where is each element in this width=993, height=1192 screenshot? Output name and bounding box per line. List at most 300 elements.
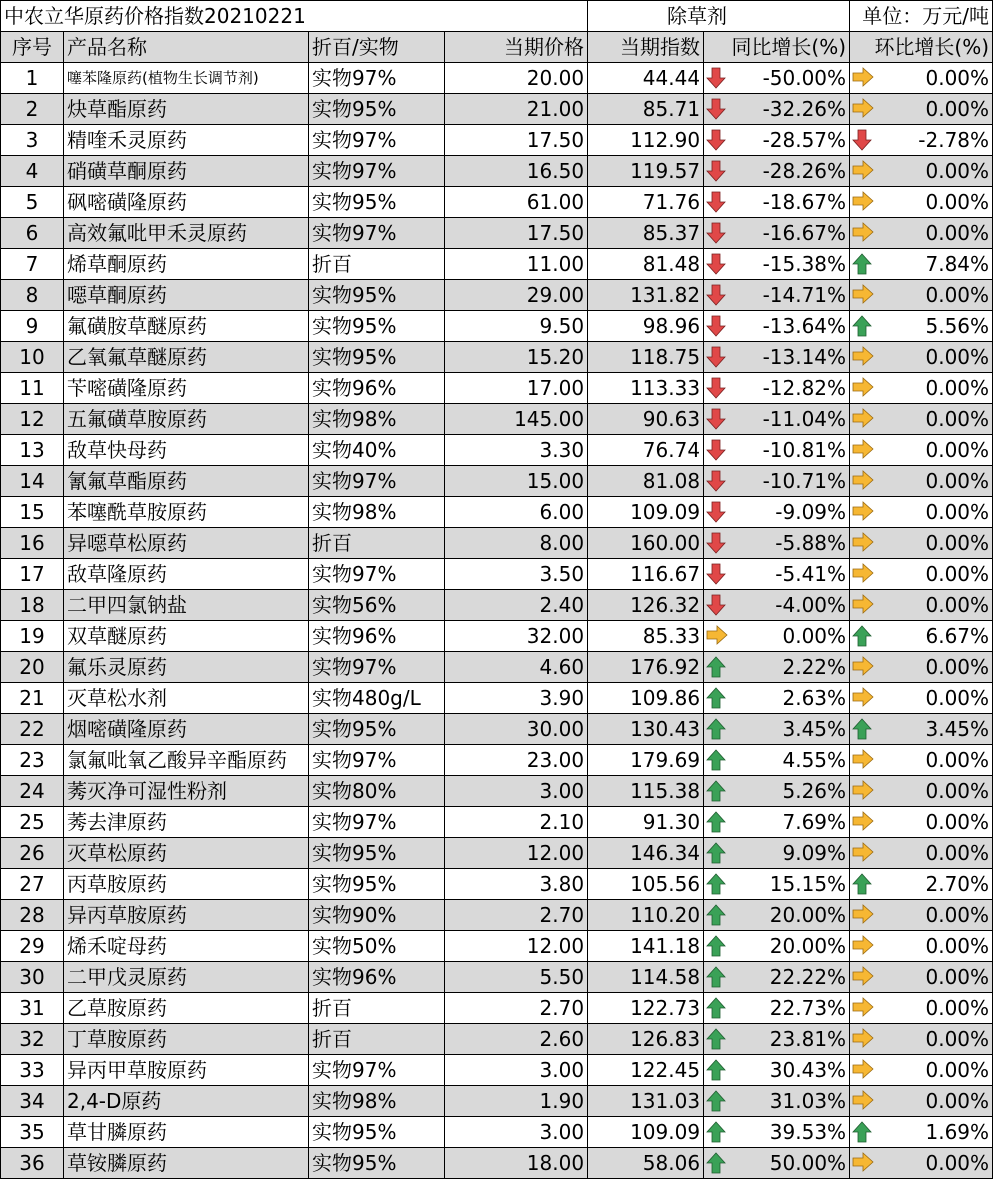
- cell-no: 3: [1, 125, 64, 156]
- cell-index: 131.03: [588, 1086, 704, 1117]
- cell-no: 16: [1, 528, 64, 559]
- cell-product-name: 氟磺胺草醚原药: [64, 311, 309, 342]
- cell-index: 114.58: [588, 962, 704, 993]
- cell-product-name: 五氟磺草胺原药: [64, 404, 309, 435]
- yoy-value: -16.67%: [762, 221, 847, 245]
- cell-price: 16.50: [445, 156, 588, 187]
- right-arrow-icon: [852, 346, 872, 368]
- cell-yoy: [704, 218, 850, 249]
- cell-yoy: [704, 404, 850, 435]
- cell-no: 36: [1, 1148, 64, 1179]
- cell-index: 113.33: [588, 373, 704, 404]
- cell-price: 2.60: [445, 1024, 588, 1055]
- right-arrow-icon: [852, 935, 872, 957]
- cell-yoy: [704, 683, 850, 714]
- up-arrow-icon: [706, 1152, 726, 1174]
- cell-index: 109.09: [588, 497, 704, 528]
- mom-value: 0.00%: [925, 903, 990, 927]
- table-row: [1, 342, 993, 373]
- header-spec: 折百/实物: [309, 32, 445, 63]
- cell-spec: 实物90%: [309, 900, 445, 931]
- cell-yoy: [704, 745, 850, 776]
- mom-value: 0.00%: [925, 190, 990, 214]
- cell-price: 18.00: [445, 1148, 588, 1179]
- yoy-value: -14.71%: [762, 283, 847, 307]
- table-row: [1, 435, 993, 466]
- cell-index: 141.18: [588, 931, 704, 962]
- up-arrow-icon: [706, 873, 726, 895]
- mom-value: 0.00%: [925, 748, 990, 772]
- cell-no: 25: [1, 807, 64, 838]
- cell-mom: [850, 497, 993, 528]
- mom-value: 0.00%: [925, 593, 990, 617]
- up-arrow-icon: [852, 315, 872, 337]
- cell-no: 2: [1, 94, 64, 125]
- mom-value: 0.00%: [925, 1089, 990, 1113]
- cell-yoy: [704, 776, 850, 807]
- yoy-value: 22.73%: [769, 996, 847, 1020]
- cell-yoy: [704, 311, 850, 342]
- cell-no: 35: [1, 1117, 64, 1148]
- cell-product-name: 灭草松水剂: [64, 683, 309, 714]
- cell-spec: 实物96%: [309, 621, 445, 652]
- table-row: [1, 652, 993, 683]
- yoy-value: -32.26%: [762, 97, 847, 121]
- table-row: [1, 94, 993, 125]
- cell-product-name: 乙氧氟草醚原药: [64, 342, 309, 373]
- right-arrow-icon: [852, 842, 872, 864]
- cell-index: 71.76: [588, 187, 704, 218]
- cell-spec: 实物97%: [309, 125, 445, 156]
- cell-index: 116.67: [588, 559, 704, 590]
- header-row: [1, 32, 993, 63]
- right-arrow-icon: [852, 1090, 872, 1112]
- header-mom: 环比增长(%): [850, 32, 993, 63]
- up-arrow-icon: [706, 997, 726, 1019]
- yoy-value: -11.04%: [762, 407, 847, 431]
- down-arrow-icon: [706, 501, 726, 523]
- cell-spec: 实物97%: [309, 218, 445, 249]
- cell-mom: [850, 404, 993, 435]
- cell-index: 44.44: [588, 63, 704, 94]
- yoy-value: -10.81%: [762, 438, 847, 462]
- cell-yoy: [704, 993, 850, 1024]
- cell-product-name: 氰氟草酯原药: [64, 466, 309, 497]
- cell-no: 27: [1, 869, 64, 900]
- up-arrow-icon: [852, 253, 872, 275]
- header-name: 产品名称: [64, 32, 309, 63]
- cell-no: 9: [1, 311, 64, 342]
- yoy-value: 22.22%: [769, 965, 847, 989]
- down-arrow-icon: [706, 346, 726, 368]
- yoy-value: 23.81%: [769, 1027, 847, 1051]
- table-row: [1, 1055, 993, 1086]
- table-row: [1, 528, 993, 559]
- cell-mom: [850, 94, 993, 125]
- cell-price: 3.00: [445, 1117, 588, 1148]
- cell-spec: 实物95%: [309, 1148, 445, 1179]
- cell-mom: [850, 838, 993, 869]
- cell-mom: [850, 280, 993, 311]
- table-row: [1, 590, 993, 621]
- cell-spec: 折百: [309, 528, 445, 559]
- mom-value: 7.84%: [925, 252, 990, 276]
- cell-price: 2.10: [445, 807, 588, 838]
- mom-value: 0.00%: [925, 283, 990, 307]
- cell-product-name: 炔草酯原药: [64, 94, 309, 125]
- cell-spec: 实物97%: [309, 559, 445, 590]
- cell-index: 85.71: [588, 94, 704, 125]
- cell-mom: [850, 869, 993, 900]
- table-row: [1, 807, 993, 838]
- table-row: [1, 249, 993, 280]
- cell-yoy: [704, 249, 850, 280]
- right-arrow-icon: [706, 625, 726, 647]
- cell-product-name: 烯草酮原药: [64, 249, 309, 280]
- down-arrow-icon: [706, 563, 726, 585]
- cell-product-name: 苯噻酰草胺原药: [64, 497, 309, 528]
- mom-value: 0.00%: [925, 965, 990, 989]
- yoy-value: -10.71%: [762, 469, 847, 493]
- table-row: [1, 931, 993, 962]
- cell-spec: 折百: [309, 249, 445, 280]
- cell-product-name: 敌草快母药: [64, 435, 309, 466]
- down-arrow-icon: [706, 191, 726, 213]
- yoy-value: -15.38%: [762, 252, 847, 276]
- cell-spec: 实物97%: [309, 807, 445, 838]
- down-arrow-icon: [706, 98, 726, 120]
- down-arrow-icon: [706, 439, 726, 461]
- title-row: [1, 1, 993, 32]
- cell-spec: 折百: [309, 1024, 445, 1055]
- cell-index: 109.09: [588, 1117, 704, 1148]
- cell-spec: 实物98%: [309, 404, 445, 435]
- cell-yoy: [704, 528, 850, 559]
- cell-mom: [850, 590, 993, 621]
- right-arrow-icon: [852, 904, 872, 926]
- cell-spec: 实物97%: [309, 1055, 445, 1086]
- mom-value: 0.00%: [925, 407, 990, 431]
- cell-mom: [850, 311, 993, 342]
- right-arrow-icon: [852, 377, 872, 399]
- cell-product-name: 异丙草胺原药: [64, 900, 309, 931]
- header-no: 序号: [1, 32, 64, 63]
- cell-product-name: 二甲四氯钠盐: [64, 590, 309, 621]
- table-row: [1, 280, 993, 311]
- cell-yoy: [704, 559, 850, 590]
- right-arrow-icon: [852, 594, 872, 616]
- cell-yoy: [704, 1055, 850, 1086]
- up-arrow-icon: [706, 1028, 726, 1050]
- cell-mom: [850, 125, 993, 156]
- cell-yoy: [704, 466, 850, 497]
- cell-spec: 实物95%: [309, 838, 445, 869]
- cell-index: 122.73: [588, 993, 704, 1024]
- yoy-value: -5.41%: [775, 562, 847, 586]
- down-arrow-icon: [706, 284, 726, 306]
- yoy-value: 20.00%: [769, 903, 847, 927]
- cell-product-name: 烟嘧磺隆原药: [64, 714, 309, 745]
- mom-value: 0.00%: [925, 810, 990, 834]
- mom-value: 0.00%: [925, 469, 990, 493]
- right-arrow-icon: [852, 408, 872, 430]
- mom-value: 0.00%: [925, 531, 990, 555]
- cell-price: 6.00: [445, 497, 588, 528]
- cell-yoy: [704, 342, 850, 373]
- up-arrow-icon: [706, 935, 726, 957]
- sheet-title: 中农立华原药价格指数20210221: [1, 1, 588, 32]
- right-arrow-icon: [852, 470, 872, 492]
- yoy-value: 0.00%: [782, 624, 847, 648]
- cell-index: 146.34: [588, 838, 704, 869]
- table-row: [1, 125, 993, 156]
- mom-value: -2.78%: [918, 128, 990, 152]
- cell-no: 34: [1, 1086, 64, 1117]
- table-row: [1, 559, 993, 590]
- cell-price: 21.00: [445, 94, 588, 125]
- table-row: [1, 962, 993, 993]
- cell-index: 91.30: [588, 807, 704, 838]
- cell-no: 5: [1, 187, 64, 218]
- cell-index: 115.38: [588, 776, 704, 807]
- cell-yoy: [704, 621, 850, 652]
- cell-price: 3.30: [445, 435, 588, 466]
- up-arrow-icon: [706, 1059, 726, 1081]
- up-arrow-icon: [706, 1090, 726, 1112]
- cell-no: 10: [1, 342, 64, 373]
- cell-spec: 实物97%: [309, 745, 445, 776]
- category-label: 除草剂: [588, 1, 850, 32]
- right-arrow-icon: [852, 563, 872, 585]
- cell-product-name: 乙草胺原药: [64, 993, 309, 1024]
- cell-price: 12.00: [445, 838, 588, 869]
- cell-no: 12: [1, 404, 64, 435]
- cell-mom: [850, 900, 993, 931]
- down-arrow-icon: [706, 67, 726, 89]
- cell-product-name: 氯氟吡氧乙酸异辛酯原药: [64, 745, 309, 776]
- up-arrow-icon: [706, 718, 726, 740]
- cell-no: 32: [1, 1024, 64, 1055]
- cell-price: 8.00: [445, 528, 588, 559]
- right-arrow-icon: [852, 98, 872, 120]
- yoy-value: 15.15%: [769, 872, 847, 896]
- mom-value: 0.00%: [925, 779, 990, 803]
- cell-no: 11: [1, 373, 64, 404]
- cell-spec: 实物97%: [309, 63, 445, 94]
- table-row: [1, 1024, 993, 1055]
- up-arrow-icon: [852, 718, 872, 740]
- down-arrow-icon: [706, 160, 726, 182]
- cell-spec: 实物95%: [309, 869, 445, 900]
- cell-index: 160.00: [588, 528, 704, 559]
- cell-product-name: 异丙甲草胺原药: [64, 1055, 309, 1086]
- cell-price: 145.00: [445, 404, 588, 435]
- cell-yoy: [704, 94, 850, 125]
- right-arrow-icon: [852, 532, 872, 554]
- cell-spec: 实物98%: [309, 1086, 445, 1117]
- table-row: [1, 1117, 993, 1148]
- cell-no: 33: [1, 1055, 64, 1086]
- cell-yoy: [704, 63, 850, 94]
- cell-index: 176.92: [588, 652, 704, 683]
- cell-index: 81.48: [588, 249, 704, 280]
- down-arrow-icon: [706, 253, 726, 275]
- mom-value: 0.00%: [925, 841, 990, 865]
- mom-value: 0.00%: [925, 159, 990, 183]
- cell-price: 29.00: [445, 280, 588, 311]
- mom-value: 0.00%: [925, 66, 990, 90]
- mom-value: 6.67%: [925, 624, 990, 648]
- cell-no: 18: [1, 590, 64, 621]
- table-row: [1, 900, 993, 931]
- up-arrow-icon: [706, 966, 726, 988]
- table-row: [1, 1148, 993, 1179]
- cell-yoy: [704, 962, 850, 993]
- cell-mom: [850, 187, 993, 218]
- yoy-value: -50.00%: [762, 66, 847, 90]
- cell-index: 179.69: [588, 745, 704, 776]
- down-arrow-icon: [706, 377, 726, 399]
- cell-no: 24: [1, 776, 64, 807]
- cell-spec: 实物80%: [309, 776, 445, 807]
- yoy-value: 39.53%: [769, 1120, 847, 1144]
- cell-yoy: [704, 869, 850, 900]
- table-row: [1, 993, 993, 1024]
- cell-spec: 实物480g/L: [309, 683, 445, 714]
- cell-mom: [850, 249, 993, 280]
- cell-yoy: [704, 187, 850, 218]
- cell-product-name: 噁草酮原药: [64, 280, 309, 311]
- up-arrow-icon: [852, 1121, 872, 1143]
- cell-mom: [850, 1055, 993, 1086]
- cell-product-name: 丙草胺原药: [64, 869, 309, 900]
- right-arrow-icon: [852, 811, 872, 833]
- up-arrow-icon: [852, 873, 872, 895]
- cell-spec: 实物95%: [309, 311, 445, 342]
- cell-index: 122.45: [588, 1055, 704, 1086]
- cell-index: 131.82: [588, 280, 704, 311]
- right-arrow-icon: [852, 749, 872, 771]
- yoy-value: -9.09%: [775, 500, 847, 524]
- cell-price: 4.60: [445, 652, 588, 683]
- cell-product-name: 氟乐灵原药: [64, 652, 309, 683]
- cell-product-name: 苄嘧磺隆原药: [64, 373, 309, 404]
- cell-spec: 实物98%: [309, 497, 445, 528]
- right-arrow-icon: [852, 1059, 872, 1081]
- cell-spec: 实物97%: [309, 652, 445, 683]
- cell-price: 17.50: [445, 218, 588, 249]
- table-row: [1, 373, 993, 404]
- cell-mom: [850, 745, 993, 776]
- cell-spec: 实物50%: [309, 931, 445, 962]
- cell-index: 119.57: [588, 156, 704, 187]
- cell-mom: [850, 1117, 993, 1148]
- cell-price: 15.00: [445, 466, 588, 497]
- mom-value: 0.00%: [925, 97, 990, 121]
- cell-index: 118.75: [588, 342, 704, 373]
- mom-value: 2.70%: [925, 872, 990, 896]
- up-arrow-icon: [706, 811, 726, 833]
- cell-product-name: 烯禾啶母药: [64, 931, 309, 962]
- cell-no: 31: [1, 993, 64, 1024]
- cell-yoy: [704, 125, 850, 156]
- cell-product-name: 草甘膦原药: [64, 1117, 309, 1148]
- cell-spec: 实物95%: [309, 187, 445, 218]
- yoy-value: -13.64%: [762, 314, 847, 338]
- cell-mom: [850, 435, 993, 466]
- right-arrow-icon: [852, 966, 872, 988]
- down-arrow-icon: [706, 222, 726, 244]
- cell-spec: 实物97%: [309, 156, 445, 187]
- up-arrow-icon: [706, 842, 726, 864]
- down-arrow-icon: [706, 594, 726, 616]
- cell-no: 28: [1, 900, 64, 931]
- cell-price: 17.50: [445, 125, 588, 156]
- cell-mom: [850, 466, 993, 497]
- cell-product-name: 丁草胺原药: [64, 1024, 309, 1055]
- table-row: [1, 311, 993, 342]
- mom-value: 0.00%: [925, 376, 990, 400]
- table-row: [1, 745, 993, 776]
- cell-yoy: [704, 156, 850, 187]
- yoy-value: 2.63%: [782, 686, 847, 710]
- table-row: [1, 187, 993, 218]
- yoy-value: -13.14%: [762, 345, 847, 369]
- down-arrow-icon: [706, 470, 726, 492]
- cell-mom: [850, 931, 993, 962]
- cell-mom: [850, 156, 993, 187]
- cell-product-name: 双草醚原药: [64, 621, 309, 652]
- up-arrow-icon: [706, 687, 726, 709]
- cell-yoy: [704, 590, 850, 621]
- cell-yoy: [704, 1117, 850, 1148]
- yoy-value: 4.55%: [782, 748, 847, 772]
- right-arrow-icon: [852, 191, 872, 213]
- cell-price: 9.50: [445, 311, 588, 342]
- cell-no: 6: [1, 218, 64, 249]
- mom-value: 0.00%: [925, 655, 990, 679]
- cell-no: 17: [1, 559, 64, 590]
- cell-no: 14: [1, 466, 64, 497]
- cell-no: 1: [1, 63, 64, 94]
- yoy-value: 30.43%: [769, 1058, 847, 1082]
- yoy-value: -28.57%: [762, 128, 847, 152]
- mom-value: 0.00%: [925, 1151, 990, 1175]
- cell-price: 15.20: [445, 342, 588, 373]
- cell-no: 29: [1, 931, 64, 962]
- cell-mom: [850, 683, 993, 714]
- cell-yoy: [704, 838, 850, 869]
- mom-value: 0.00%: [925, 438, 990, 462]
- mom-value: 0.00%: [925, 1027, 990, 1051]
- yoy-value: -12.82%: [762, 376, 847, 400]
- right-arrow-icon: [852, 1152, 872, 1174]
- header-yoy: 同比增长(%): [704, 32, 850, 63]
- table-row: [1, 404, 993, 435]
- right-arrow-icon: [852, 1028, 872, 1050]
- cell-price: 30.00: [445, 714, 588, 745]
- yoy-value: 31.03%: [769, 1089, 847, 1113]
- cell-no: 15: [1, 497, 64, 528]
- yoy-value: -4.00%: [775, 593, 847, 617]
- table-row: [1, 776, 993, 807]
- cell-price: 1.90: [445, 1086, 588, 1117]
- cell-no: 8: [1, 280, 64, 311]
- cell-price: 3.00: [445, 776, 588, 807]
- cell-no: 7: [1, 249, 64, 280]
- cell-no: 13: [1, 435, 64, 466]
- cell-price: 5.50: [445, 962, 588, 993]
